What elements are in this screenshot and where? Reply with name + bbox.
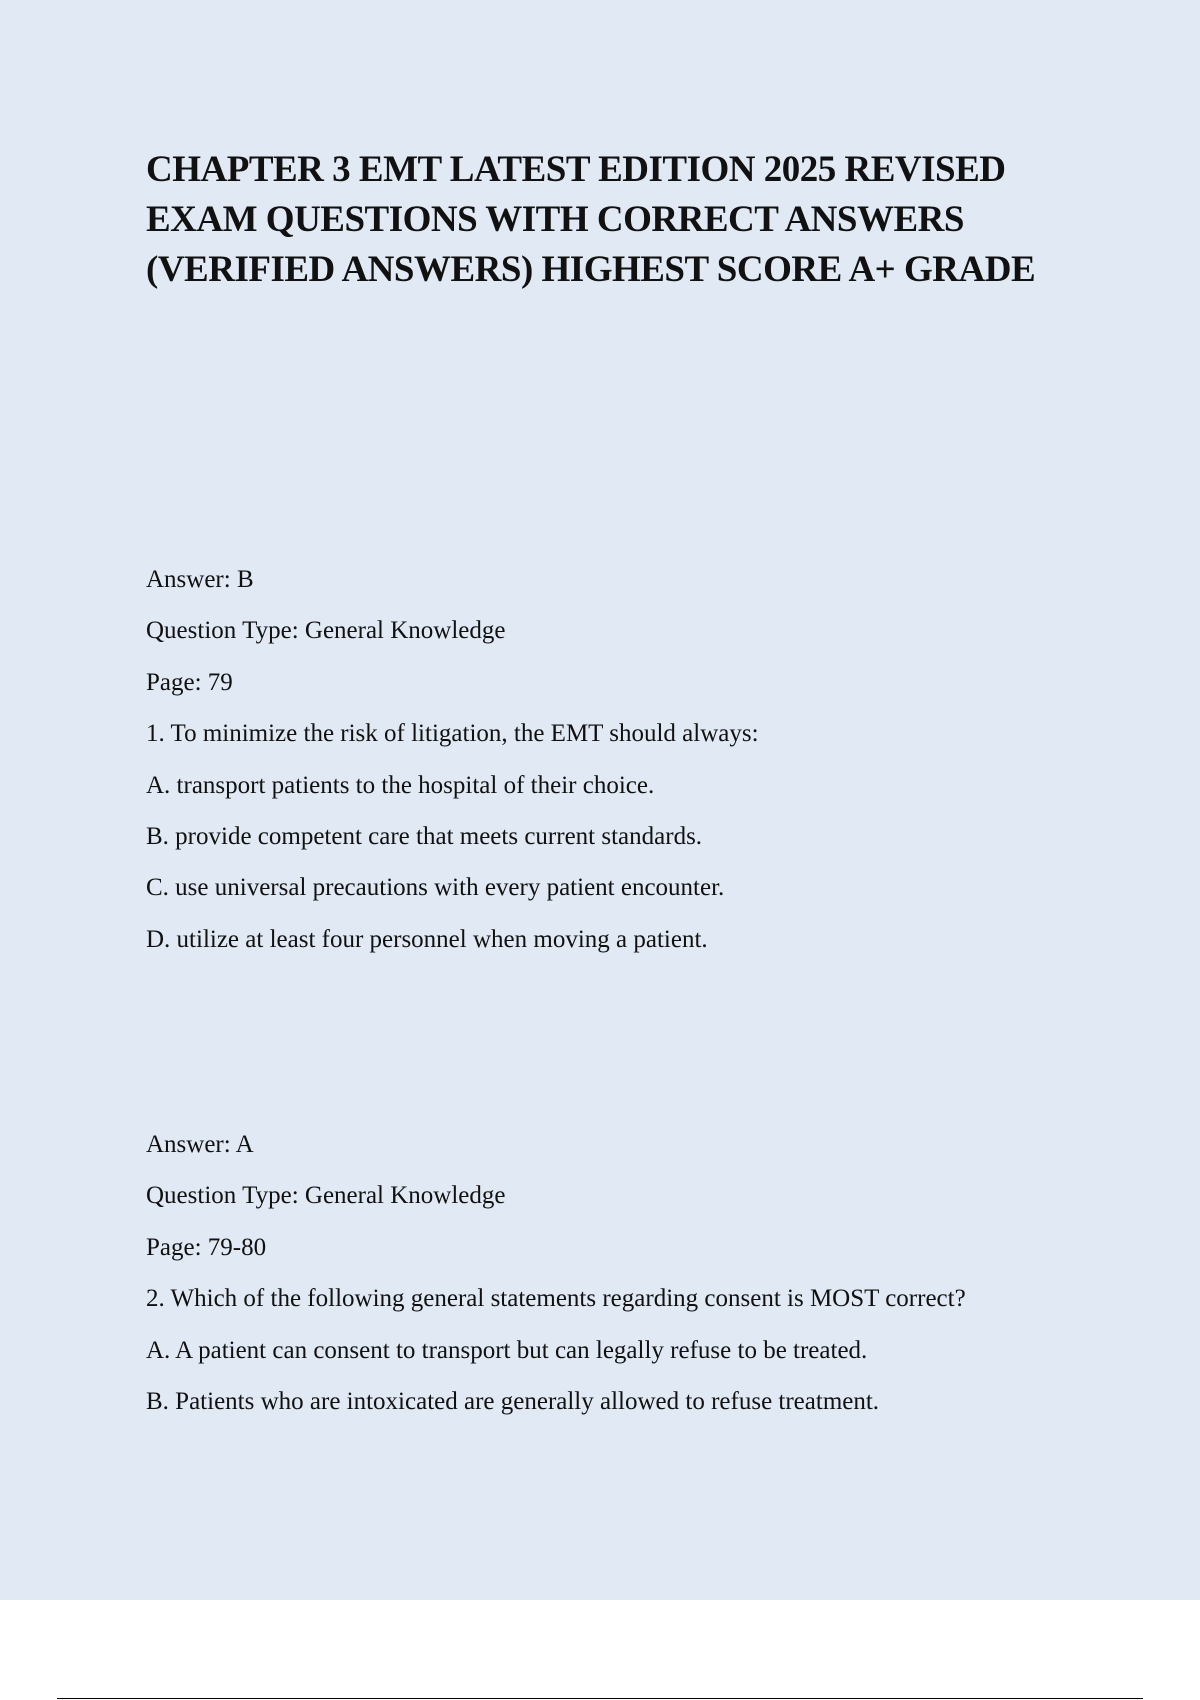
option-d: D. utilize at least four personnel when moving a patient. xyxy=(146,925,708,953)
question-block-2 xyxy=(146,1119,1146,1427)
question-type-label: Question Type: General Knowledge xyxy=(146,617,506,645)
document-title: CHAPTER 3 EMT LATEST EDITION 2025 REVISED EXAM QUESTIONS WITH CORRECT ANSWERS (VERIFIED ANSWERS) HIGHEST SCORE A+ GRADE xyxy=(146,149,1036,290)
question-text: 1. To minimize the risk of litigation, the EMT should always: xyxy=(146,720,759,748)
page-reference: Page: 79 xyxy=(146,668,233,696)
question-block-1 xyxy=(146,554,1146,965)
option-a: A. A patient can consent to transport but can legally refuse to be treated. xyxy=(146,1336,868,1364)
option-a: A. transport patients to the hospital of their choice. xyxy=(146,771,655,799)
question-text: 2. Which of the following general statements regarding consent is MOST correct? xyxy=(146,1285,966,1313)
option-c: C. use universal precautions with every patient encounter. xyxy=(146,874,725,902)
footer-divider xyxy=(57,1698,1143,1699)
answer-label: Answer: B xyxy=(146,566,254,593)
option-b: B. provide competent care that meets current standards. xyxy=(146,823,703,851)
page-reference: Page: 79-80 xyxy=(146,1233,267,1261)
option-b: B. Patients who are intoxicated are generally allowed to refuse treatment. xyxy=(146,1388,880,1416)
question-type-label: Question Type: General Knowledge xyxy=(146,1182,506,1210)
answer-label: Answer: A xyxy=(146,1131,254,1158)
